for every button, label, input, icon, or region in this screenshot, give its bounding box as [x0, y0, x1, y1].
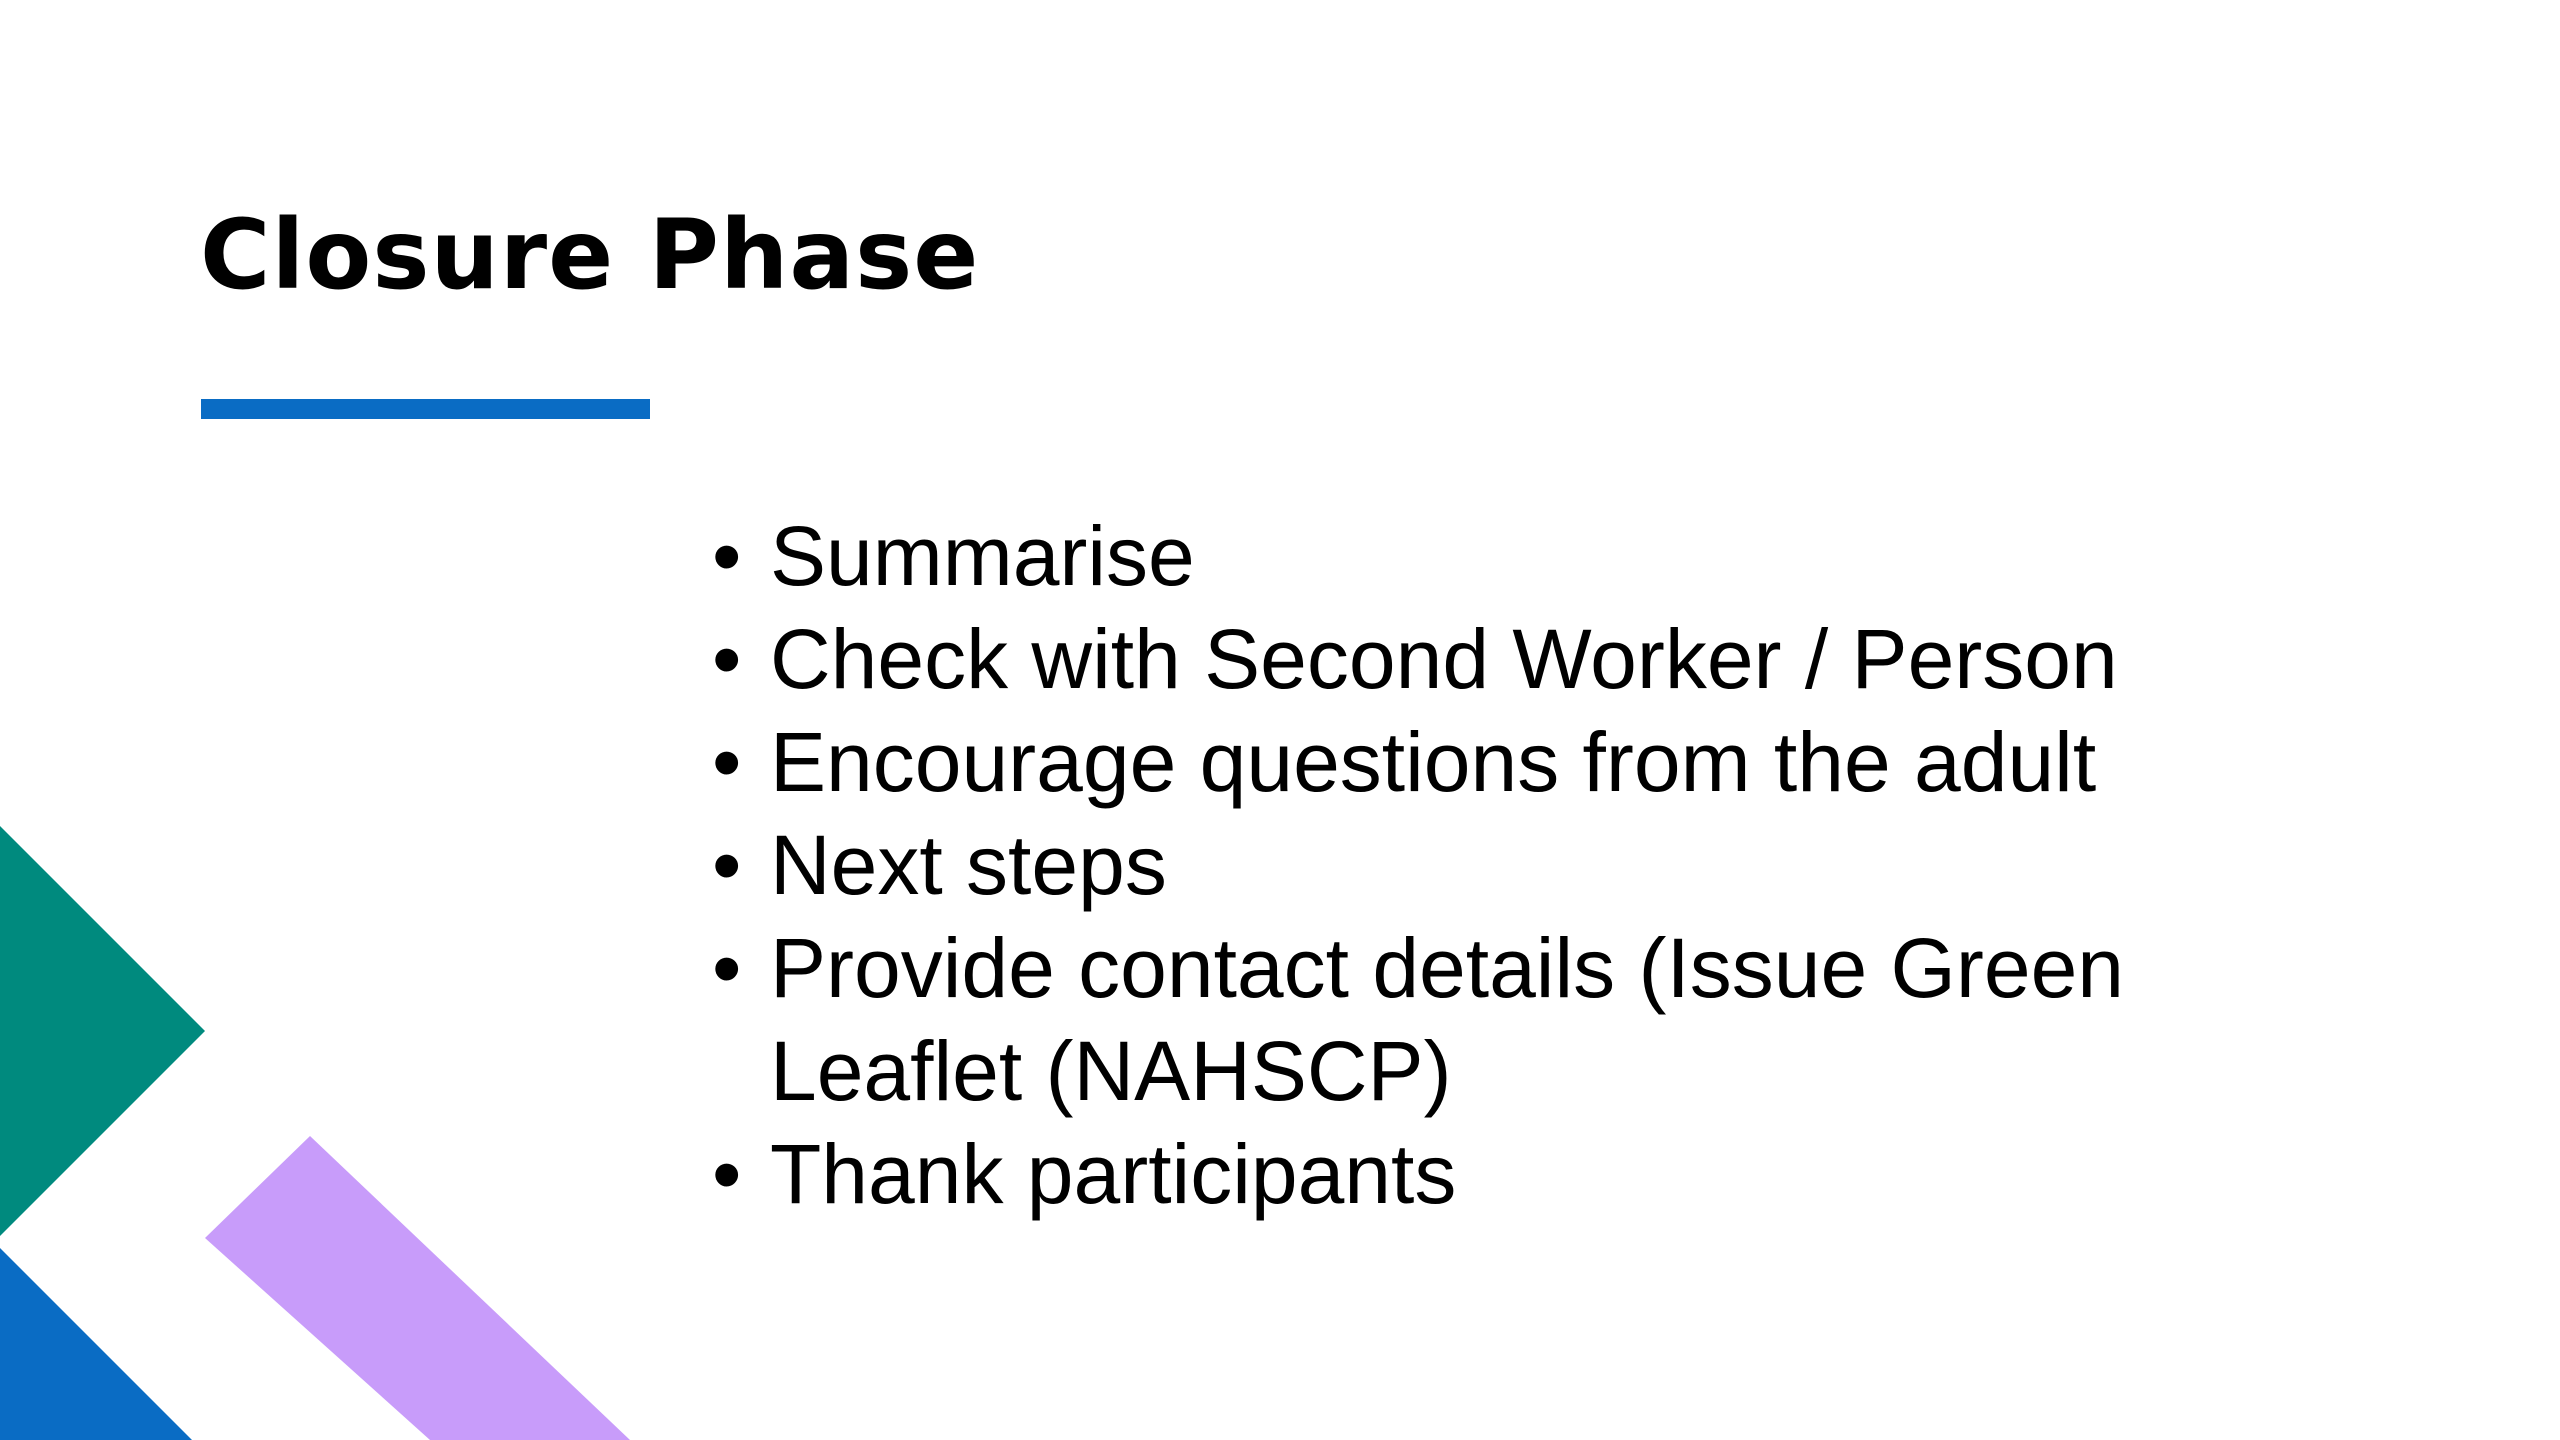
bullet-text: Thank participants: [770, 1127, 1457, 1221]
bullet-text: Summarise: [770, 509, 1195, 603]
bullet-text: Encourage questions from the adult: [770, 715, 2097, 809]
bullet-dot: •: [712, 509, 742, 603]
bullet-dot: •: [712, 1127, 742, 1221]
bullet-dot: •: [712, 818, 742, 912]
bullet-dot: •: [712, 715, 742, 809]
blue-triangle: [0, 1248, 192, 1440]
lavender-stripe: [205, 1136, 630, 1440]
slide-title: Closure Phase: [200, 199, 980, 311]
bullet-dot: •: [712, 921, 742, 1015]
bullet-dot: •: [712, 612, 742, 706]
bullet-text: Check with Second Worker / Person: [770, 612, 2118, 706]
bullet-text: Next steps: [770, 818, 1167, 912]
bullet-text: Provide contact details (Issue Green Leaflet (NAHSCP): [770, 921, 2125, 1118]
teal-triangle: [0, 826, 205, 1236]
